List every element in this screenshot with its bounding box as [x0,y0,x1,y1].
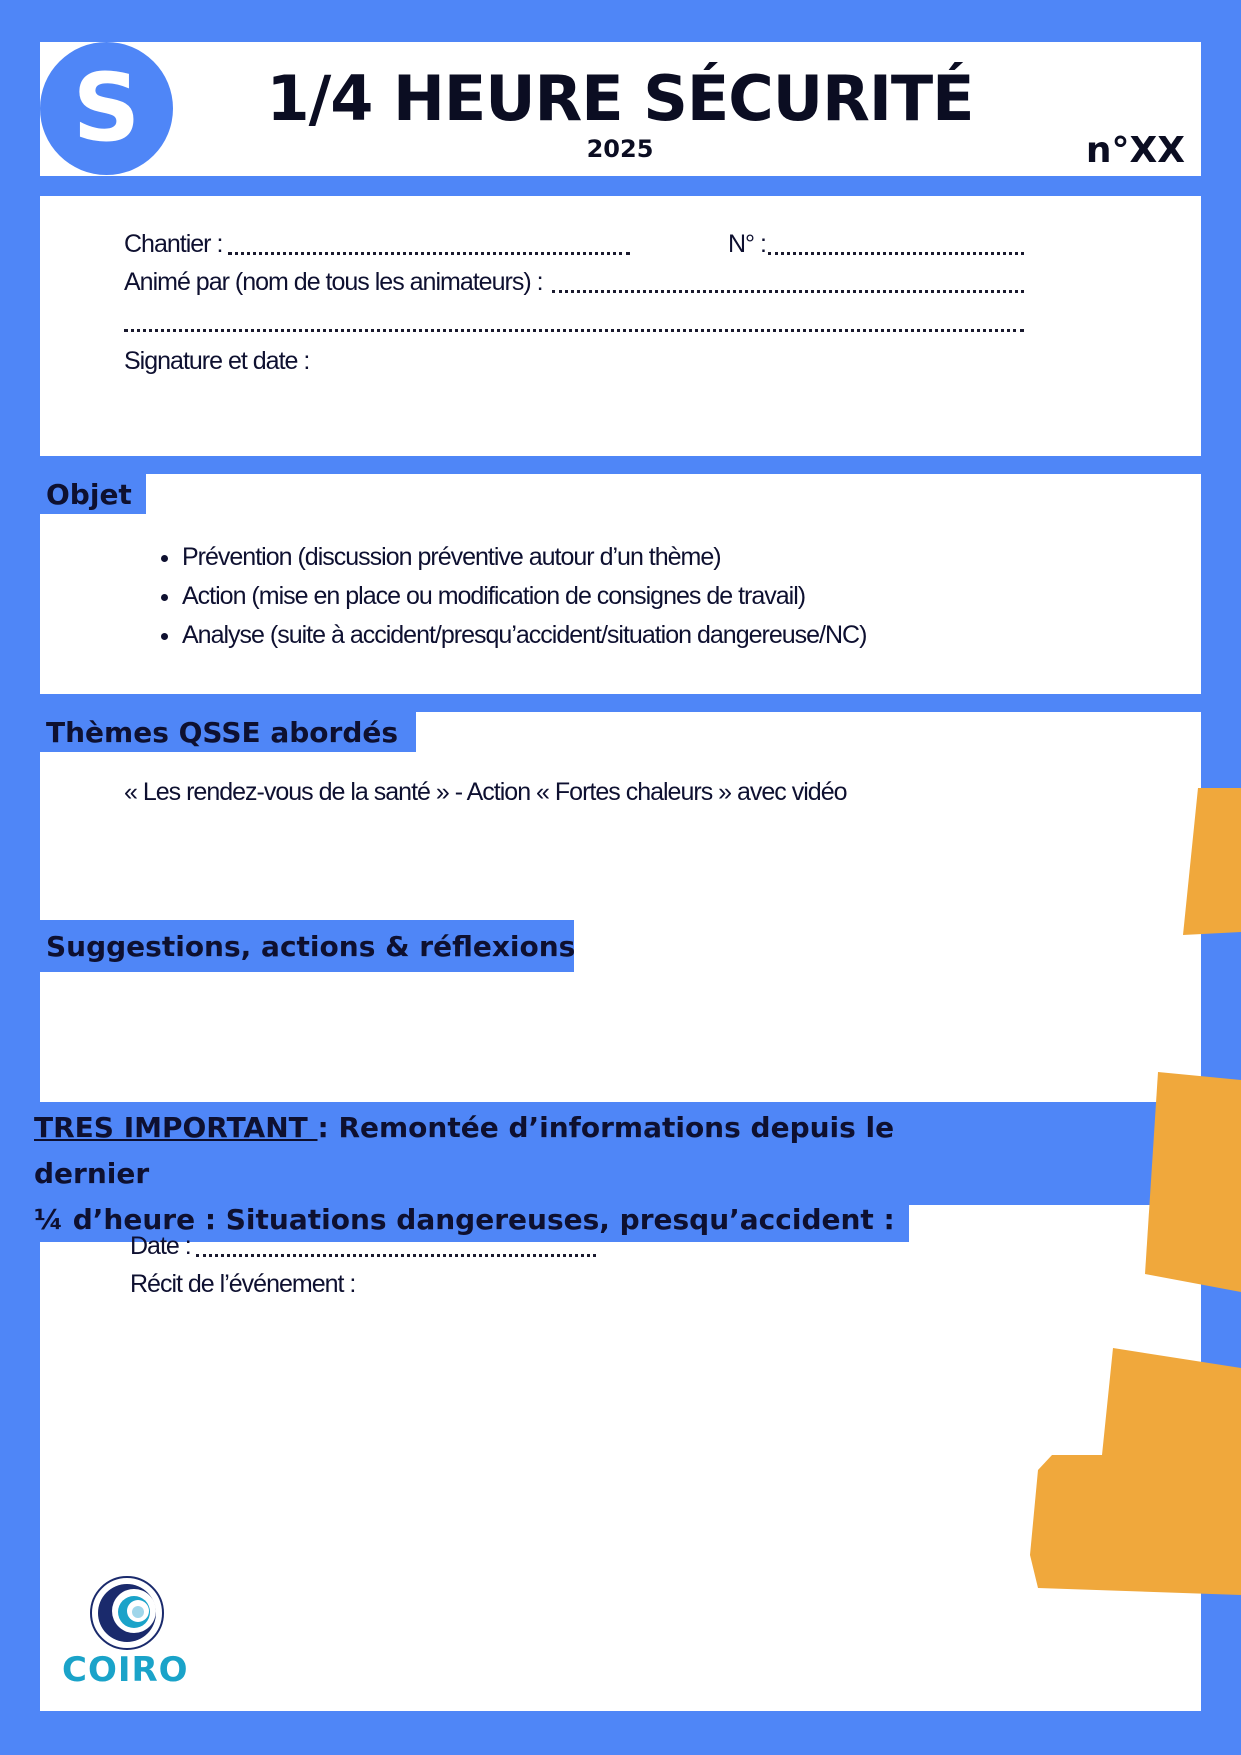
year: 2025 [586,135,654,163]
numero-fill-line[interactable] [768,252,1024,255]
important-text-line2: ¼ d’heure : Situations dangereuses, presqu’accident : [34,1197,909,1242]
sheet-number: n°XX [1085,130,1185,171]
objet-item-action: • Action (mise en place ou modification de consignes de travail) [182,577,866,616]
signature-label: Signature et date : [124,347,310,375]
page-title: 1/4 HEURE SÉCURITÉ [266,62,974,135]
date-fill-line[interactable] [196,1254,596,1257]
cone-decoration [1010,780,1241,1600]
cone-stripe-bottom [1030,1348,1241,1595]
coiro-wave-icon [88,1574,166,1652]
anime-par-fill-line[interactable] [552,290,1024,293]
anime-par-label: Animé par (nom de tous les animateurs) : [124,268,543,296]
anime-par-fill-line-2[interactable] [124,329,1024,332]
chantier-fill-line[interactable] [228,252,630,255]
s-logo-icon: S [40,42,173,175]
important-emphasis: TRES IMPORTANT [34,1111,318,1144]
cone-stripe-top [1183,788,1241,935]
objet-item-prevention: • Prévention (discussion préventive autour d’un thème) [182,538,866,577]
themes-heading: Thèmes QSSE abordés [40,712,416,752]
important-notice [34,1105,1004,1243]
numero-label: N° : [728,230,766,258]
recit-label: Récit de l’événement : [130,1270,356,1298]
objet-list [138,538,866,655]
date-label: Date : [130,1232,191,1260]
suggestions-heading: Suggestions, actions & réflexions [40,920,574,972]
chantier-label: Chantier : [124,230,223,258]
objet-item-analyse: • Analyse (suite à accident/presqu’accident/situation dangereuse/NC) [182,616,866,655]
coiro-brand: COIRO [62,1650,189,1690]
cone-stripe-middle [1145,1072,1241,1292]
objet-heading: Objet [40,474,146,514]
themes-text: « Les rendez-vous de la santé » - Action « Fortes chaleurs » avec vidéo [124,778,847,806]
important-text-line1: : Remontée d’informations depuis le dernier [34,1111,895,1190]
